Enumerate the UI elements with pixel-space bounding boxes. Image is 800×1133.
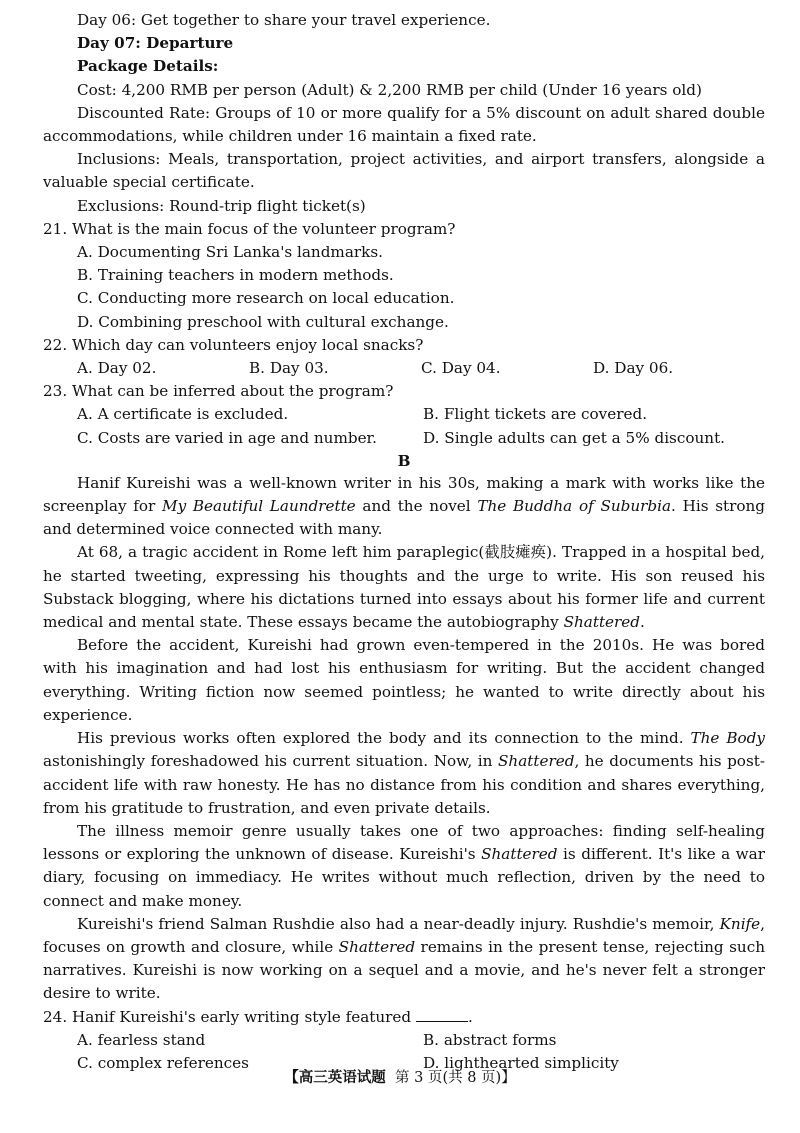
question-23-options-row2 (43, 427, 765, 450)
p6-title-shattered: Shattered (338, 937, 416, 956)
question-22-option-c: C. Day 04. (421, 359, 501, 378)
question-23-stem: 23. What can be inferred about the program? (43, 382, 394, 401)
question-21-option-b: B. Training teachers in modern methods. (77, 266, 394, 285)
p5-title-shattered: Shattered (481, 845, 558, 864)
p5-text-1: The illness memoir genre usually takes one of two approaches: finding self-healing lessons or exploring the unknown of disease. Kureishi's (43, 821, 765, 864)
page-footer (0, 1066, 800, 1087)
footer-title: 【高三英语试题 (284, 1069, 386, 1086)
p1-text-2: and the novel (355, 497, 478, 516)
p4-text-3: , he documents his post-accident life with raw honesty. He has no distance from his condition and shares everything, from his gratitude to frustration, and even private details. (43, 752, 765, 817)
question-23-option-b: B. Flight tickets are covered. (423, 405, 648, 424)
p6-title-knife: Knife (719, 914, 761, 933)
p4-text-1: His previous works often explored the body and its connection to the mind. (77, 729, 691, 748)
itinerary-day06: Day 06: Get together to share your travel experience. (77, 11, 491, 29)
question-23-option-d: D. Single adults can get a 5% discount. (423, 428, 725, 447)
question-24-end: . (467, 1007, 473, 1026)
passage-paragraph-3: Before the accident, Kureishi had grown even-tempered in the 2010s. He was bored with his imagination and had lost his enthusiasm for writing. But the accident changed everything. Writing fiction now seemed pointless; he wanted to write directly about his experience. (43, 636, 765, 724)
p1-title-buddha: The Buddha of Suburbia (477, 497, 672, 516)
p1-title-laundrette: My Beautiful Laundrette (162, 497, 356, 516)
passage-paragraph-2 (43, 541, 765, 634)
footer-page-number: 第 3 页(共 8 页)】 (395, 1070, 516, 1086)
package-inclusions: Inclusions: Meals, transportation, project activities, and airport transfers, alongside a valuable special certificate. (43, 150, 765, 192)
p6-text-1: Kureishi's friend Salman Rushdie also had a near-deadly injury. Rushdie's memoir, (77, 914, 720, 933)
question-21-option-a: A. Documenting Sri Lanka's landmarks. (77, 243, 383, 262)
p5-text-2: is different. It's like a war diary, focusing on immediacy. He writes without much reflection, driven by the need to connect and make money. (43, 845, 765, 910)
question-24-text: 24. Hanif Kureishi's early writing style featured (43, 1007, 412, 1026)
question-24-options-row1 (43, 1029, 765, 1052)
question-22-option-d: D. Day 06. (593, 359, 674, 378)
package-exclusions: Exclusions: Round-trip flight ticket(s) (77, 196, 366, 215)
question-24-stem (43, 1006, 765, 1029)
p4-text-2: astonishingly foreshadowed his current situation. Now, in (43, 752, 499, 771)
package-heading: Package Details: (77, 57, 219, 76)
passage-paragraph-4 (43, 727, 765, 820)
p4-title-shattered: Shattered (498, 752, 575, 771)
exam-page (43, 9, 765, 1075)
question-22-option-b: B. Day 03. (249, 359, 329, 378)
question-24-option-d: D. lighthearted simplicity (423, 1053, 619, 1072)
itinerary-day07: Day 07: Departure (77, 34, 234, 53)
section-b-label: B (397, 451, 411, 470)
package-cost: Cost: 4,200 RMB per person (Adult) & 2,200 RMB per child (Under 16 years old) (77, 80, 702, 99)
answer-blank (416, 1007, 468, 1022)
passage-paragraph-5 (43, 820, 765, 913)
passage-paragraph-6 (43, 913, 765, 1006)
passage-paragraph-1 (43, 472, 765, 542)
p1-text-1: Hanif Kureishi was a well-known writer in his 30s, making a mark with works like the screenplay for (43, 473, 765, 516)
p4-title-body: The Body (690, 729, 765, 748)
question-22-option-a: A. Day 02. (77, 359, 157, 378)
question-22-stem: 22. Which day can volunteers enjoy local snacks? (43, 335, 424, 354)
question-24-option-a: A. fearless stand (77, 1030, 206, 1049)
question-23-option-c: C. Costs are varied in age and number. (77, 428, 377, 447)
p2-text-2: . (640, 613, 645, 632)
p2-title-shattered: Shattered (563, 613, 641, 632)
p2-text-1: At 68, a tragic accident in Rome left him paraplegic(截肢瘫痪). Trapped in a hospital bed, he started tweeting, expressing his thoughts and the urge to write. His son reused his Substack blogging, where his dictations turned into essays about his former life and current medical and mental state. These essays became the autobiography (43, 543, 765, 632)
question-21-stem: 21. What is the main focus of the volunteer program? (43, 219, 456, 238)
package-discount: Discounted Rate: Groups of 10 or more qualify for a 5% discount on adult shared double accommodations, while children under 16 maintain a fixed rate. (43, 103, 765, 146)
question-21-option-c: C. Conducting more research on local education. (77, 289, 455, 308)
question-24-option-c: C. complex references (77, 1053, 249, 1072)
question-22-options (43, 357, 765, 380)
p6-text-2: , focuses on growth and closure, while (43, 914, 765, 956)
question-21-option-d: D. Combining preschool with cultural exchange. (77, 312, 449, 331)
question-23-option-a: A. A certificate is excluded. (77, 405, 289, 424)
p6-text-3: remains in the present tense, rejecting such narratives. Kureishi is now working on a sequel and a movie, and he's never felt a stronger desire to write. (43, 937, 766, 1003)
question-23-options-row1 (43, 403, 765, 426)
p1-text-3: . His strong and determined voice connected with many. (43, 497, 766, 539)
question-24-option-b: B. abstract forms (423, 1030, 557, 1049)
